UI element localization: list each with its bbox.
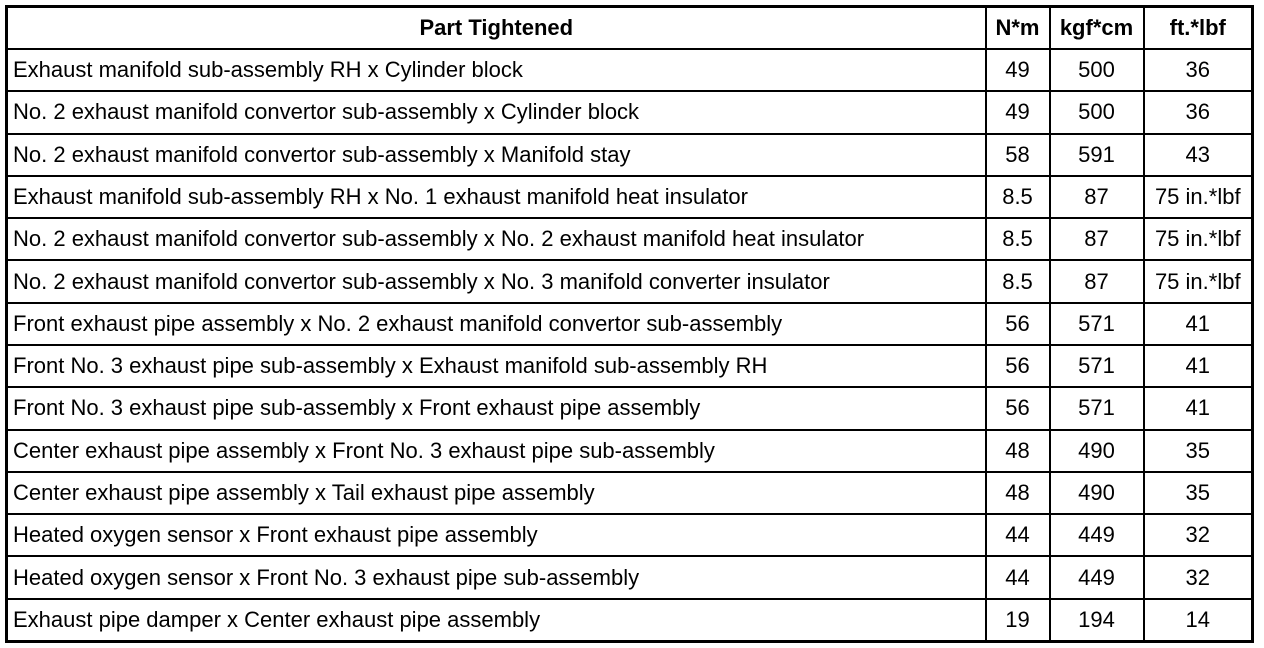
nm-cell: 44 (986, 514, 1050, 556)
table-row (7, 134, 1253, 176)
nm-cell: 8.5 (986, 260, 1050, 302)
kgfcm-cell: 87 (1050, 176, 1144, 218)
part-cell: Exhaust pipe damper x Center exhaust pipe assembly (7, 599, 986, 642)
table-row (7, 218, 1253, 260)
part-cell: Center exhaust pipe assembly x Tail exhaust pipe assembly (7, 472, 986, 514)
ftlbf-cell: 35 (1144, 430, 1253, 472)
nm-cell: 8.5 (986, 218, 1050, 260)
kgfcm-cell: 571 (1050, 387, 1144, 429)
kgfcm-cell: 449 (1050, 514, 1144, 556)
nm-cell: 8.5 (986, 176, 1050, 218)
nm-cell: 56 (986, 345, 1050, 387)
table-row (7, 472, 1253, 514)
ftlbf-cell: 75 in.*lbf (1144, 176, 1253, 218)
nm-cell: 58 (986, 134, 1050, 176)
torque-spec-table (5, 5, 1254, 643)
table-body (7, 49, 1253, 642)
header-part-tightened: Part Tightened (7, 7, 986, 50)
ftlbf-cell: 32 (1144, 514, 1253, 556)
kgfcm-cell: 490 (1050, 472, 1144, 514)
nm-cell: 56 (986, 303, 1050, 345)
table-row (7, 556, 1253, 598)
table-row (7, 260, 1253, 302)
ftlbf-cell: 36 (1144, 91, 1253, 133)
ftlbf-cell: 36 (1144, 49, 1253, 91)
nm-cell: 44 (986, 556, 1050, 598)
part-cell: Center exhaust pipe assembly x Front No. 3 exhaust pipe sub-assembly (7, 430, 986, 472)
nm-cell: 19 (986, 599, 1050, 642)
ftlbf-cell: 35 (1144, 472, 1253, 514)
part-cell: Exhaust manifold sub-assembly RH x No. 1 exhaust manifold heat insulator (7, 176, 986, 218)
part-cell: Front No. 3 exhaust pipe sub-assembly x Exhaust manifold sub-assembly RH (7, 345, 986, 387)
part-cell: No. 2 exhaust manifold convertor sub-assembly x No. 2 exhaust manifold heat insulator (7, 218, 986, 260)
table-row (7, 430, 1253, 472)
table-row (7, 387, 1253, 429)
nm-cell: 48 (986, 430, 1050, 472)
kgfcm-cell: 500 (1050, 91, 1144, 133)
part-cell: Heated oxygen sensor x Front exhaust pipe assembly (7, 514, 986, 556)
table-row (7, 514, 1253, 556)
header-ft-lbf: ft.*lbf (1144, 7, 1253, 50)
kgfcm-cell: 87 (1050, 260, 1144, 302)
header-kgf-cm: kgf*cm (1050, 7, 1144, 50)
kgfcm-cell: 87 (1050, 218, 1144, 260)
nm-cell: 56 (986, 387, 1050, 429)
part-cell: Heated oxygen sensor x Front No. 3 exhaust pipe sub-assembly (7, 556, 986, 598)
table-row (7, 345, 1253, 387)
kgfcm-cell: 449 (1050, 556, 1144, 598)
table-row (7, 49, 1253, 91)
part-cell: No. 2 exhaust manifold convertor sub-assembly x Cylinder block (7, 91, 986, 133)
part-cell: No. 2 exhaust manifold convertor sub-assembly x No. 3 manifold converter insulator (7, 260, 986, 302)
part-cell: Front exhaust pipe assembly x No. 2 exhaust manifold convertor sub-assembly (7, 303, 986, 345)
table-row (7, 91, 1253, 133)
nm-cell: 49 (986, 91, 1050, 133)
kgfcm-cell: 490 (1050, 430, 1144, 472)
kgfcm-cell: 571 (1050, 345, 1144, 387)
kgfcm-cell: 194 (1050, 599, 1144, 642)
ftlbf-cell: 14 (1144, 599, 1253, 642)
ftlbf-cell: 43 (1144, 134, 1253, 176)
kgfcm-cell: 591 (1050, 134, 1144, 176)
ftlbf-cell: 41 (1144, 303, 1253, 345)
part-cell: Front No. 3 exhaust pipe sub-assembly x Front exhaust pipe assembly (7, 387, 986, 429)
part-cell: Exhaust manifold sub-assembly RH x Cylinder block (7, 49, 986, 91)
nm-cell: 49 (986, 49, 1050, 91)
nm-cell: 48 (986, 472, 1050, 514)
kgfcm-cell: 571 (1050, 303, 1144, 345)
table-row (7, 599, 1253, 642)
ftlbf-cell: 75 in.*lbf (1144, 260, 1253, 302)
part-cell: No. 2 exhaust manifold convertor sub-assembly x Manifold stay (7, 134, 986, 176)
ftlbf-cell: 32 (1144, 556, 1253, 598)
table-header-row (7, 7, 1253, 50)
ftlbf-cell: 41 (1144, 387, 1253, 429)
table-row (7, 176, 1253, 218)
ftlbf-cell: 75 in.*lbf (1144, 218, 1253, 260)
ftlbf-cell: 41 (1144, 345, 1253, 387)
kgfcm-cell: 500 (1050, 49, 1144, 91)
torque-spec-table-container (5, 5, 1251, 643)
header-newton-meter: N*m (986, 7, 1050, 50)
table-row (7, 303, 1253, 345)
